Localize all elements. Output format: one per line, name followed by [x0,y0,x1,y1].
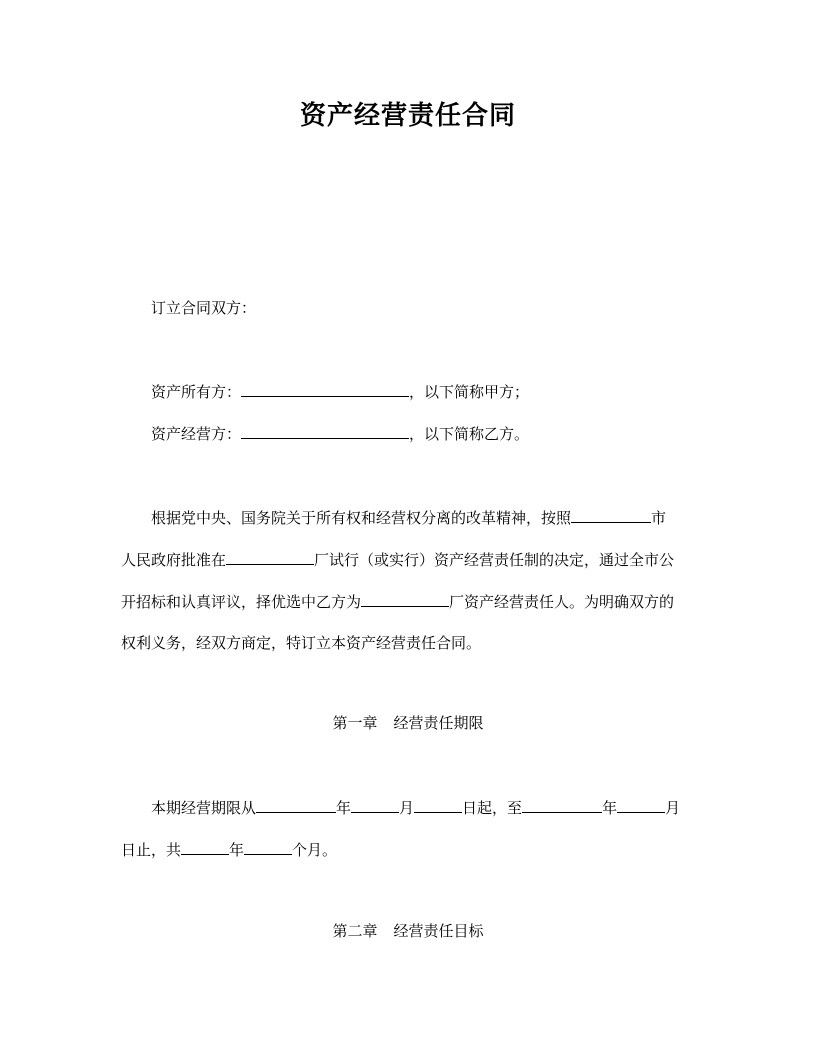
chapter-title: 经营责任目标 [393,922,484,940]
owner-label: 资产所有方： [151,383,242,401]
preamble-text: 人民政府批准在 [121,551,227,569]
term-text: 日止，共 [121,841,182,859]
owner-line [151,380,529,403]
term-text: 月 [399,799,415,817]
end-month-blank[interactable] [617,796,665,813]
start-day-blank[interactable] [414,796,462,813]
start-year-blank[interactable] [256,796,336,813]
owner-suffix: ，以下简称甲方； [409,383,530,401]
chapter-number: 第二章 [332,922,378,940]
preamble-text: 厂试行（或实行）资产经营责任制的决定，通过全市公 [314,551,675,569]
term-text: 本期经营期限从 [151,799,257,817]
city-blank[interactable] [571,506,651,523]
term-line-2 [121,838,337,861]
term-text: 年 [229,841,245,859]
operator-suffix: ，以下简称乙方。 [409,425,530,443]
preamble-line-3 [121,590,674,613]
term-text: 日起，至 [462,799,523,817]
document-title: 资产经营责任合同 [299,101,516,131]
parties-intro: 订立合同双方： [151,299,257,317]
operator-blank[interactable] [241,422,409,439]
term-text: 年 [336,799,352,817]
preamble-line-2 [121,548,674,571]
preamble-line-1 [151,506,666,529]
term-text: 月 [665,799,681,817]
preamble-line-4: 权利义务，经双方商定，特订立本资产经营责任合同。 [121,634,482,652]
operator-line [151,422,529,445]
factory-blank-2[interactable] [361,590,449,607]
operator-label: 资产经营方： [151,425,242,443]
preamble-text: 根据党中央、国务院关于所有权和经营权分离的改革精神，按照 [151,509,572,527]
chapter-number: 第一章 [332,714,378,732]
chapter-1-heading [0,712,816,734]
owner-blank[interactable] [241,380,409,397]
term-line-1 [151,796,680,819]
term-text: 个月。 [292,841,338,859]
factory-blank[interactable] [226,548,314,565]
chapter-title: 经营责任期限 [393,714,484,732]
preamble-text: 开招标和认真评议，择优选中乙方为 [121,593,362,611]
start-month-blank[interactable] [351,796,399,813]
preamble-text: 厂资产经营责任人。为明确双方的 [449,593,675,611]
duration-month-blank[interactable] [244,838,292,855]
term-text: 年 [602,799,618,817]
chapter-2-heading [0,920,816,942]
duration-year-blank[interactable] [181,838,229,855]
preamble-text: 市 [651,509,667,527]
end-year-blank[interactable] [522,796,602,813]
